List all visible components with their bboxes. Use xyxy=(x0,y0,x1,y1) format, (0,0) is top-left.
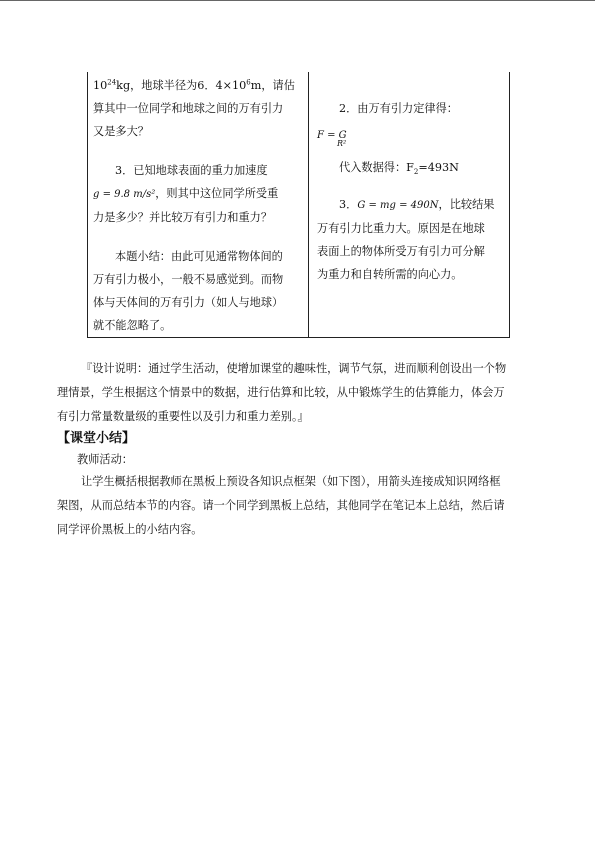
question-3-line-2: g = 9.8 m/s²，则其中这位同学所受重 xyxy=(93,187,279,200)
question-2-line-1: $10^{24}kg$，地球半径为6．$4\times 10^6m$，请估 xyxy=(93,78,295,92)
summary-line-4: 就不能忽略了。 xyxy=(93,319,172,332)
summary-line-1: 本题小结：由此可见通常物体间的 xyxy=(115,250,283,263)
design-note xyxy=(57,357,537,429)
table-left-cell xyxy=(93,74,301,337)
weight-formula-image: G = mg = 490N xyxy=(357,200,439,211)
answer-3-line-2: 万有引力比重力大。原因是在地球 xyxy=(317,222,485,235)
question-3-line-3: 力是多少？并比较万有引力和重力？ xyxy=(93,211,273,224)
gravitation-law-formula-image: F = G R² xyxy=(317,130,347,148)
exercise-table xyxy=(87,72,510,338)
teacher-activity-label: 教师活动： xyxy=(77,453,133,466)
answer-3-line-1: 3．G = mg = 490N，比较结果 xyxy=(339,198,495,211)
table-right-cell xyxy=(317,74,503,286)
page-top-rule xyxy=(0,0,595,1)
summary-line-3: 体与天体间的万有引力（如人与地球） xyxy=(93,296,284,309)
answer-3-line-4: 为重力和自转所需的向心力。 xyxy=(317,268,463,281)
question-2-line-3: 又是多大？ xyxy=(93,125,149,138)
class-summary-paragraph xyxy=(57,470,537,542)
question-2-line-2: 算其中一位同学和地球之间的万有引力 xyxy=(93,102,284,115)
class-summary-line-3: 同学评价黑板上的小结内容。 xyxy=(57,523,203,536)
class-summary-line-1: 让学生概括根据教师在黑板上预设各知识点框架（如下图），用箭头连接成知识网络框 xyxy=(81,475,501,488)
answer-3-line-3: 表面上的物体所受万有引力可分解 xyxy=(317,245,485,258)
section-heading: 【课堂小结】 xyxy=(57,431,136,446)
question-3-line-1: 3．已知地球表面的重力加速度 xyxy=(115,164,268,177)
summary-line-2: 万有引力极小，一般不易感觉到。而物 xyxy=(93,273,284,286)
answer-2-formula xyxy=(317,120,503,148)
gravity-formula-image: g = 9.8 m/s² xyxy=(93,189,156,200)
substitution-line: 代入数据得：$F_2=493N$ xyxy=(339,161,459,177)
design-note-line-1: 『设计说明：通过学生活动，使增加课堂的趣味性，调节气氛，进而顺利创设出一个物 xyxy=(81,362,507,375)
design-note-line-2: 理情景，学生根据这个情景中的数据，进行估算和比较，从中锻炼学生的估算能力，体会万 xyxy=(57,386,505,399)
answer-2-line-1: 2．由万有引力定律得： xyxy=(339,102,458,115)
class-summary-line-2: 架图，从而总结本节的内容。请一个同学到黑板上总结，其他同学在笔记本上总结，然后请 xyxy=(57,499,505,512)
design-note-line-3: 有引力常量数量级的重要性以及引力和重力差别。』 xyxy=(57,410,309,423)
table-column-divider xyxy=(308,72,309,337)
